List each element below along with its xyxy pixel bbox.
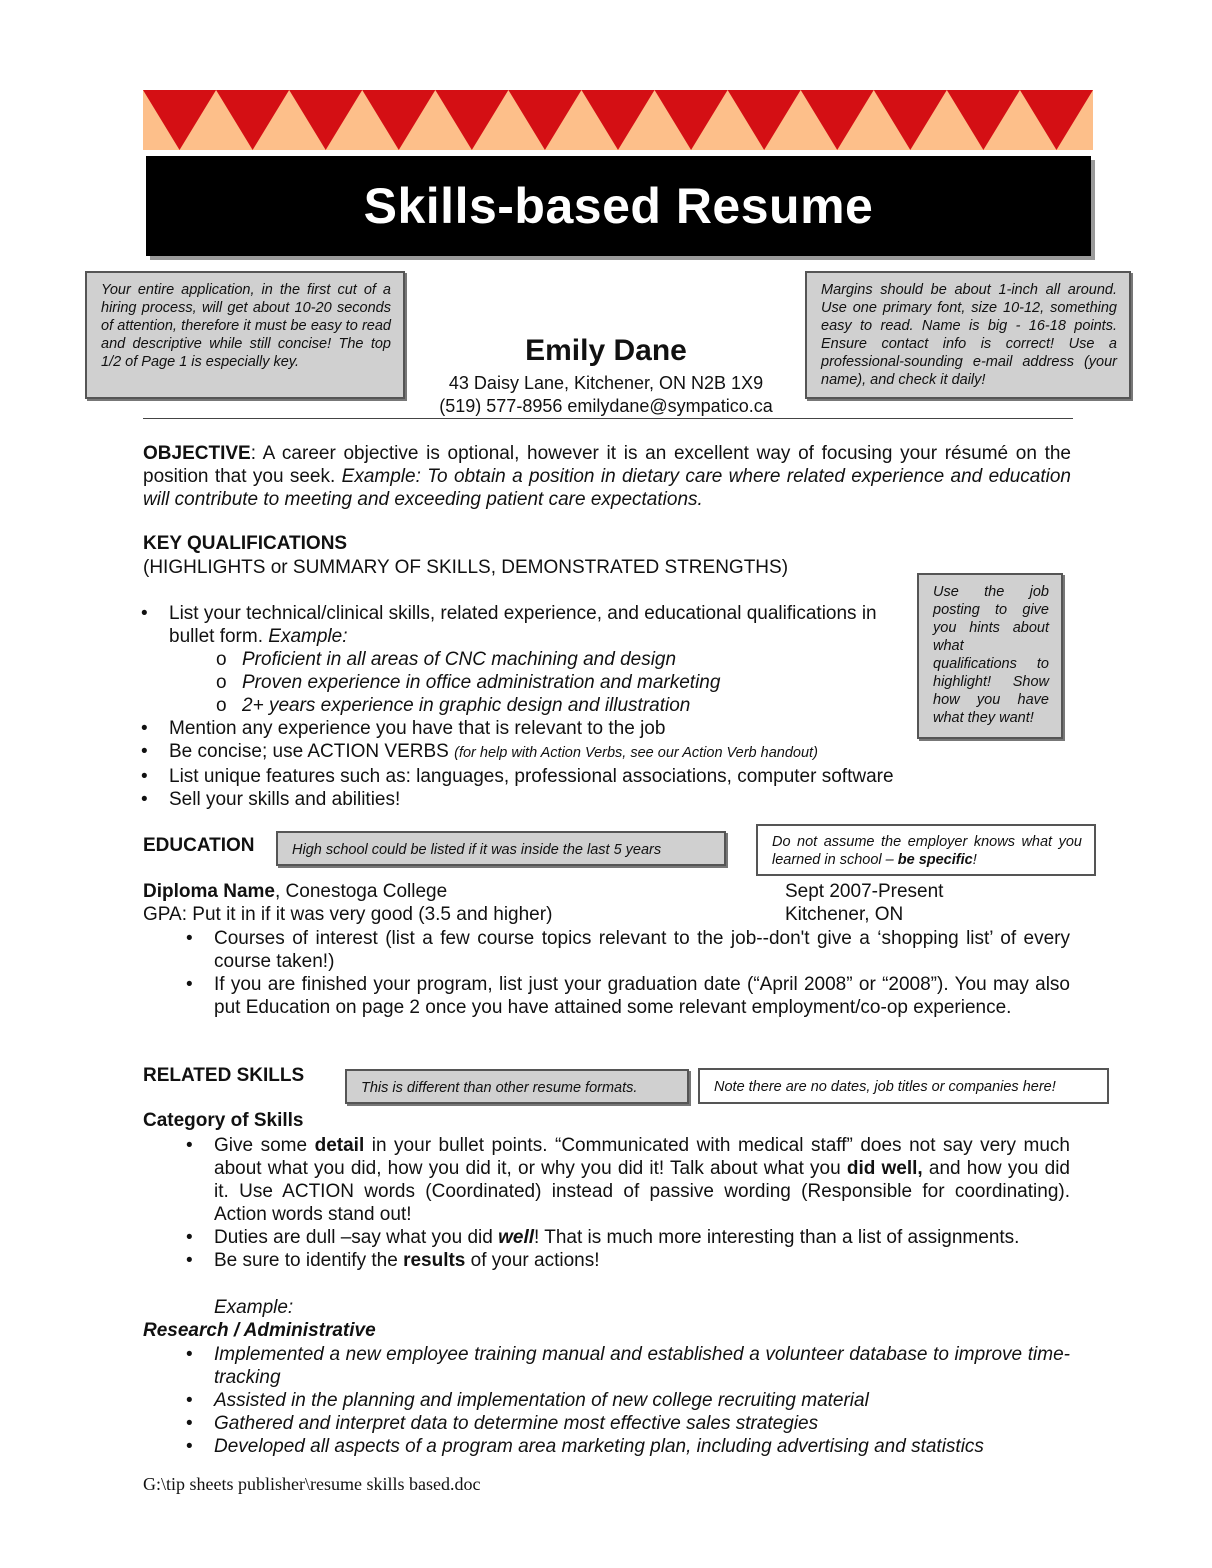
example-heading: Research / Administrative xyxy=(143,1320,376,1341)
bullet-icon: • xyxy=(186,1250,193,1271)
list-item xyxy=(186,1134,1071,1226)
list-item xyxy=(186,1226,1070,1249)
related-skills-heading: RELATED SKILLS xyxy=(143,1065,305,1086)
bullet-icon: • xyxy=(141,718,148,739)
rs-text: Give some xyxy=(214,1135,315,1156)
edu-bullet: If you are finished your program, list just your graduation date (“April 2008” or “2008”). You may also put Education on page 2 once you have attained some relevant employment/co-op experience. xyxy=(214,974,1070,1018)
dont-assume-suffix: ! xyxy=(972,852,977,868)
rs-text: in your bullet points. “Communicated with medical staff” does not say very much about what you did, how you did it, or why you did it! Talk about what you xyxy=(214,1135,1071,1179)
education-heading: EDUCATION xyxy=(143,835,255,856)
example-item: Implemented a new employee training manual and established a volunteer database to improve time-tracking xyxy=(214,1344,1070,1388)
objective-example: Example: To obtain a position in dietary care where related experience and education will contribute to meeting and exceeding patient care expectations. xyxy=(143,466,1071,510)
key-qualifications-subheading: (HIGHLIGHTS or SUMMARY OF SKILLS, DEMONSTRATED STRENGTHS) xyxy=(143,557,789,578)
diploma-line xyxy=(143,880,447,903)
title-bar xyxy=(146,156,1091,256)
education-list xyxy=(186,927,1070,1019)
phone-email: (519) 577-8956 emilydane@sympatico.ca xyxy=(439,396,773,416)
bullet-icon: • xyxy=(141,789,148,810)
bullet-icon: • xyxy=(186,1413,193,1434)
no-dates-note-text: Note there are no dates, job titles or companies here! xyxy=(714,1079,1056,1095)
attention-note xyxy=(85,271,405,399)
diploma-name: Diploma Name xyxy=(143,881,275,902)
bullet-icon: • xyxy=(186,1227,193,1248)
dont-assume-bold: be specific xyxy=(897,852,973,868)
kq-sub-item: Proven experience in office administration and marketing xyxy=(242,672,721,693)
example-item: Gathered and interpret data to determine most effective sales strategies xyxy=(214,1413,819,1434)
job-posting-note xyxy=(917,573,1063,739)
list-item xyxy=(186,973,1070,1019)
list-item xyxy=(216,694,909,717)
rs-bold: results xyxy=(403,1250,466,1271)
list-item xyxy=(141,765,969,788)
margins-note-text: Margins should be about 1-inch all around. Use one primary font, size 10-12, something easy to read. Name is big - 16-18 points. Ensure contact info is correct! Use a professional-sounding e-mail address (your name), and check it daily! xyxy=(821,282,1117,388)
address: 43 Daisy Lane, Kitchener, ON N2B 1X9 xyxy=(448,373,764,393)
bullet-icon: • xyxy=(186,1390,193,1411)
education-location: Kitchener, ON xyxy=(785,904,904,925)
rs-bold: did well, xyxy=(846,1158,923,1179)
kq-bullet-3: Be concise; use ACTION VERBS xyxy=(169,741,455,762)
bullet-icon: • xyxy=(186,974,193,995)
list-item xyxy=(141,602,909,648)
circle-bullet-icon: o xyxy=(216,649,227,670)
list-item xyxy=(141,740,969,765)
rs-text: ! That is much more interesting than a list of assignments. xyxy=(534,1227,1020,1248)
attention-note-text: Your entire application, in the first cut of a hiring process, will get about 10-20 seconds of attention, therefore it must be easy to read and descriptive while still concise! The top 1/2 of Page 1 is especially key. xyxy=(101,282,391,370)
list-item xyxy=(141,788,969,811)
candidate-name: Emily Dane xyxy=(525,334,687,367)
rs-text: Be sure to identify the xyxy=(214,1250,404,1271)
contact-info xyxy=(420,372,792,418)
kq-bullet-5: Sell your skills and abilities! xyxy=(169,789,401,810)
bullet-icon: • xyxy=(186,1344,193,1365)
example-label: Example: xyxy=(214,1297,294,1318)
bullet-icon: • xyxy=(186,928,193,949)
list-item xyxy=(186,1435,1070,1458)
kq-sub-item: 2+ years experience in graphic design and illustration xyxy=(242,695,691,716)
bullet-icon: • xyxy=(186,1436,193,1457)
related-skills-list xyxy=(186,1134,1071,1272)
rs-text: and how you did it. Use ACTION words (Coordinated) instead of passive wording (Responsible for coordinating). Action words stand out! xyxy=(214,1158,1070,1225)
kq-sub-item: Proficient in all areas of CNC machining and design xyxy=(242,649,677,670)
no-dates-note xyxy=(698,1068,1109,1104)
category-of-skills: Category of Skills xyxy=(143,1110,304,1131)
list-item xyxy=(186,1343,1070,1389)
list-item xyxy=(141,717,969,740)
list-item xyxy=(186,1412,1070,1435)
gpa-line: GPA: Put it in if it was very good (3.5 and higher) xyxy=(143,904,553,925)
list-item xyxy=(216,671,909,694)
kq-bullet-2: Mention any experience you have that is relevant to the job xyxy=(169,718,666,739)
high-school-note-text: High school could be listed if it was inside the last 5 years xyxy=(292,842,662,858)
bullet-icon: • xyxy=(141,766,148,787)
circle-bullet-icon: o xyxy=(216,695,227,716)
rs-bold: well xyxy=(498,1227,535,1248)
edu-bullet: Courses of interest (list a few course topics relevant to the job--don't give a ‘shopping list’ of every course taken!) xyxy=(214,928,1070,972)
rs-text: Duties are dull –say what you did xyxy=(214,1227,499,1248)
education-date: Sept 2007-Present xyxy=(785,881,944,902)
bullet-icon: • xyxy=(186,1135,193,1156)
job-posting-note-text: Use the job posting to give you hints about what qualifications to highlight! Show how you have what they want! xyxy=(933,584,1049,726)
kq-bullet-1: List your technical/clinical skills, related experience, and educational qualifications in bullet form. xyxy=(169,603,877,647)
different-note xyxy=(345,1069,689,1104)
file-path-footer: G:\tip sheets publisher\resume skills based.doc xyxy=(143,1474,481,1494)
list-item xyxy=(186,927,1070,973)
example-list xyxy=(186,1343,1070,1458)
key-qualifications-heading: KEY QUALIFICATIONS xyxy=(143,533,348,554)
objective-text: : A career objective is optional, however it is an excellent way of focusing your résumé on the position that you seek. xyxy=(143,443,1071,487)
different-note-text: This is different than other resume formats. xyxy=(361,1080,638,1096)
circle-bullet-icon: o xyxy=(216,672,227,693)
rs-text: of your actions! xyxy=(465,1250,600,1271)
page-title: Skills-based Resume xyxy=(363,178,874,234)
list-item xyxy=(186,1389,1070,1412)
objective-label: OBJECTIVE xyxy=(143,443,251,464)
header-divider xyxy=(143,418,1073,419)
bullet-icon: • xyxy=(141,741,148,762)
dont-assume-note xyxy=(756,824,1096,876)
bullet-icon: • xyxy=(141,603,148,624)
diploma-school: , Conestoga College xyxy=(274,881,448,902)
kq-bullet-4: List unique features such as: languages, professional associations, computer software xyxy=(169,766,894,787)
decorative-banner xyxy=(143,90,1093,150)
kq-action-verbs-note: (for help with Action Verbs, see our Action Verb handout) xyxy=(454,745,818,761)
objective-section xyxy=(143,442,1071,511)
high-school-note xyxy=(276,831,726,866)
dont-assume-text: Do not assume the employer knows what you learned in school – xyxy=(772,834,1082,868)
list-item xyxy=(186,1249,1070,1272)
example-item: Developed all aspects of a program area marketing plan, including advertising and statistics xyxy=(214,1436,984,1457)
list-item xyxy=(216,648,909,671)
kq-example-label: Example: xyxy=(268,626,348,647)
margins-note xyxy=(805,271,1131,399)
rs-bold: detail xyxy=(314,1135,365,1156)
key-qualifications-list xyxy=(141,602,909,811)
example-item: Assisted in the planning and implementation of new college recruiting material xyxy=(214,1390,869,1411)
